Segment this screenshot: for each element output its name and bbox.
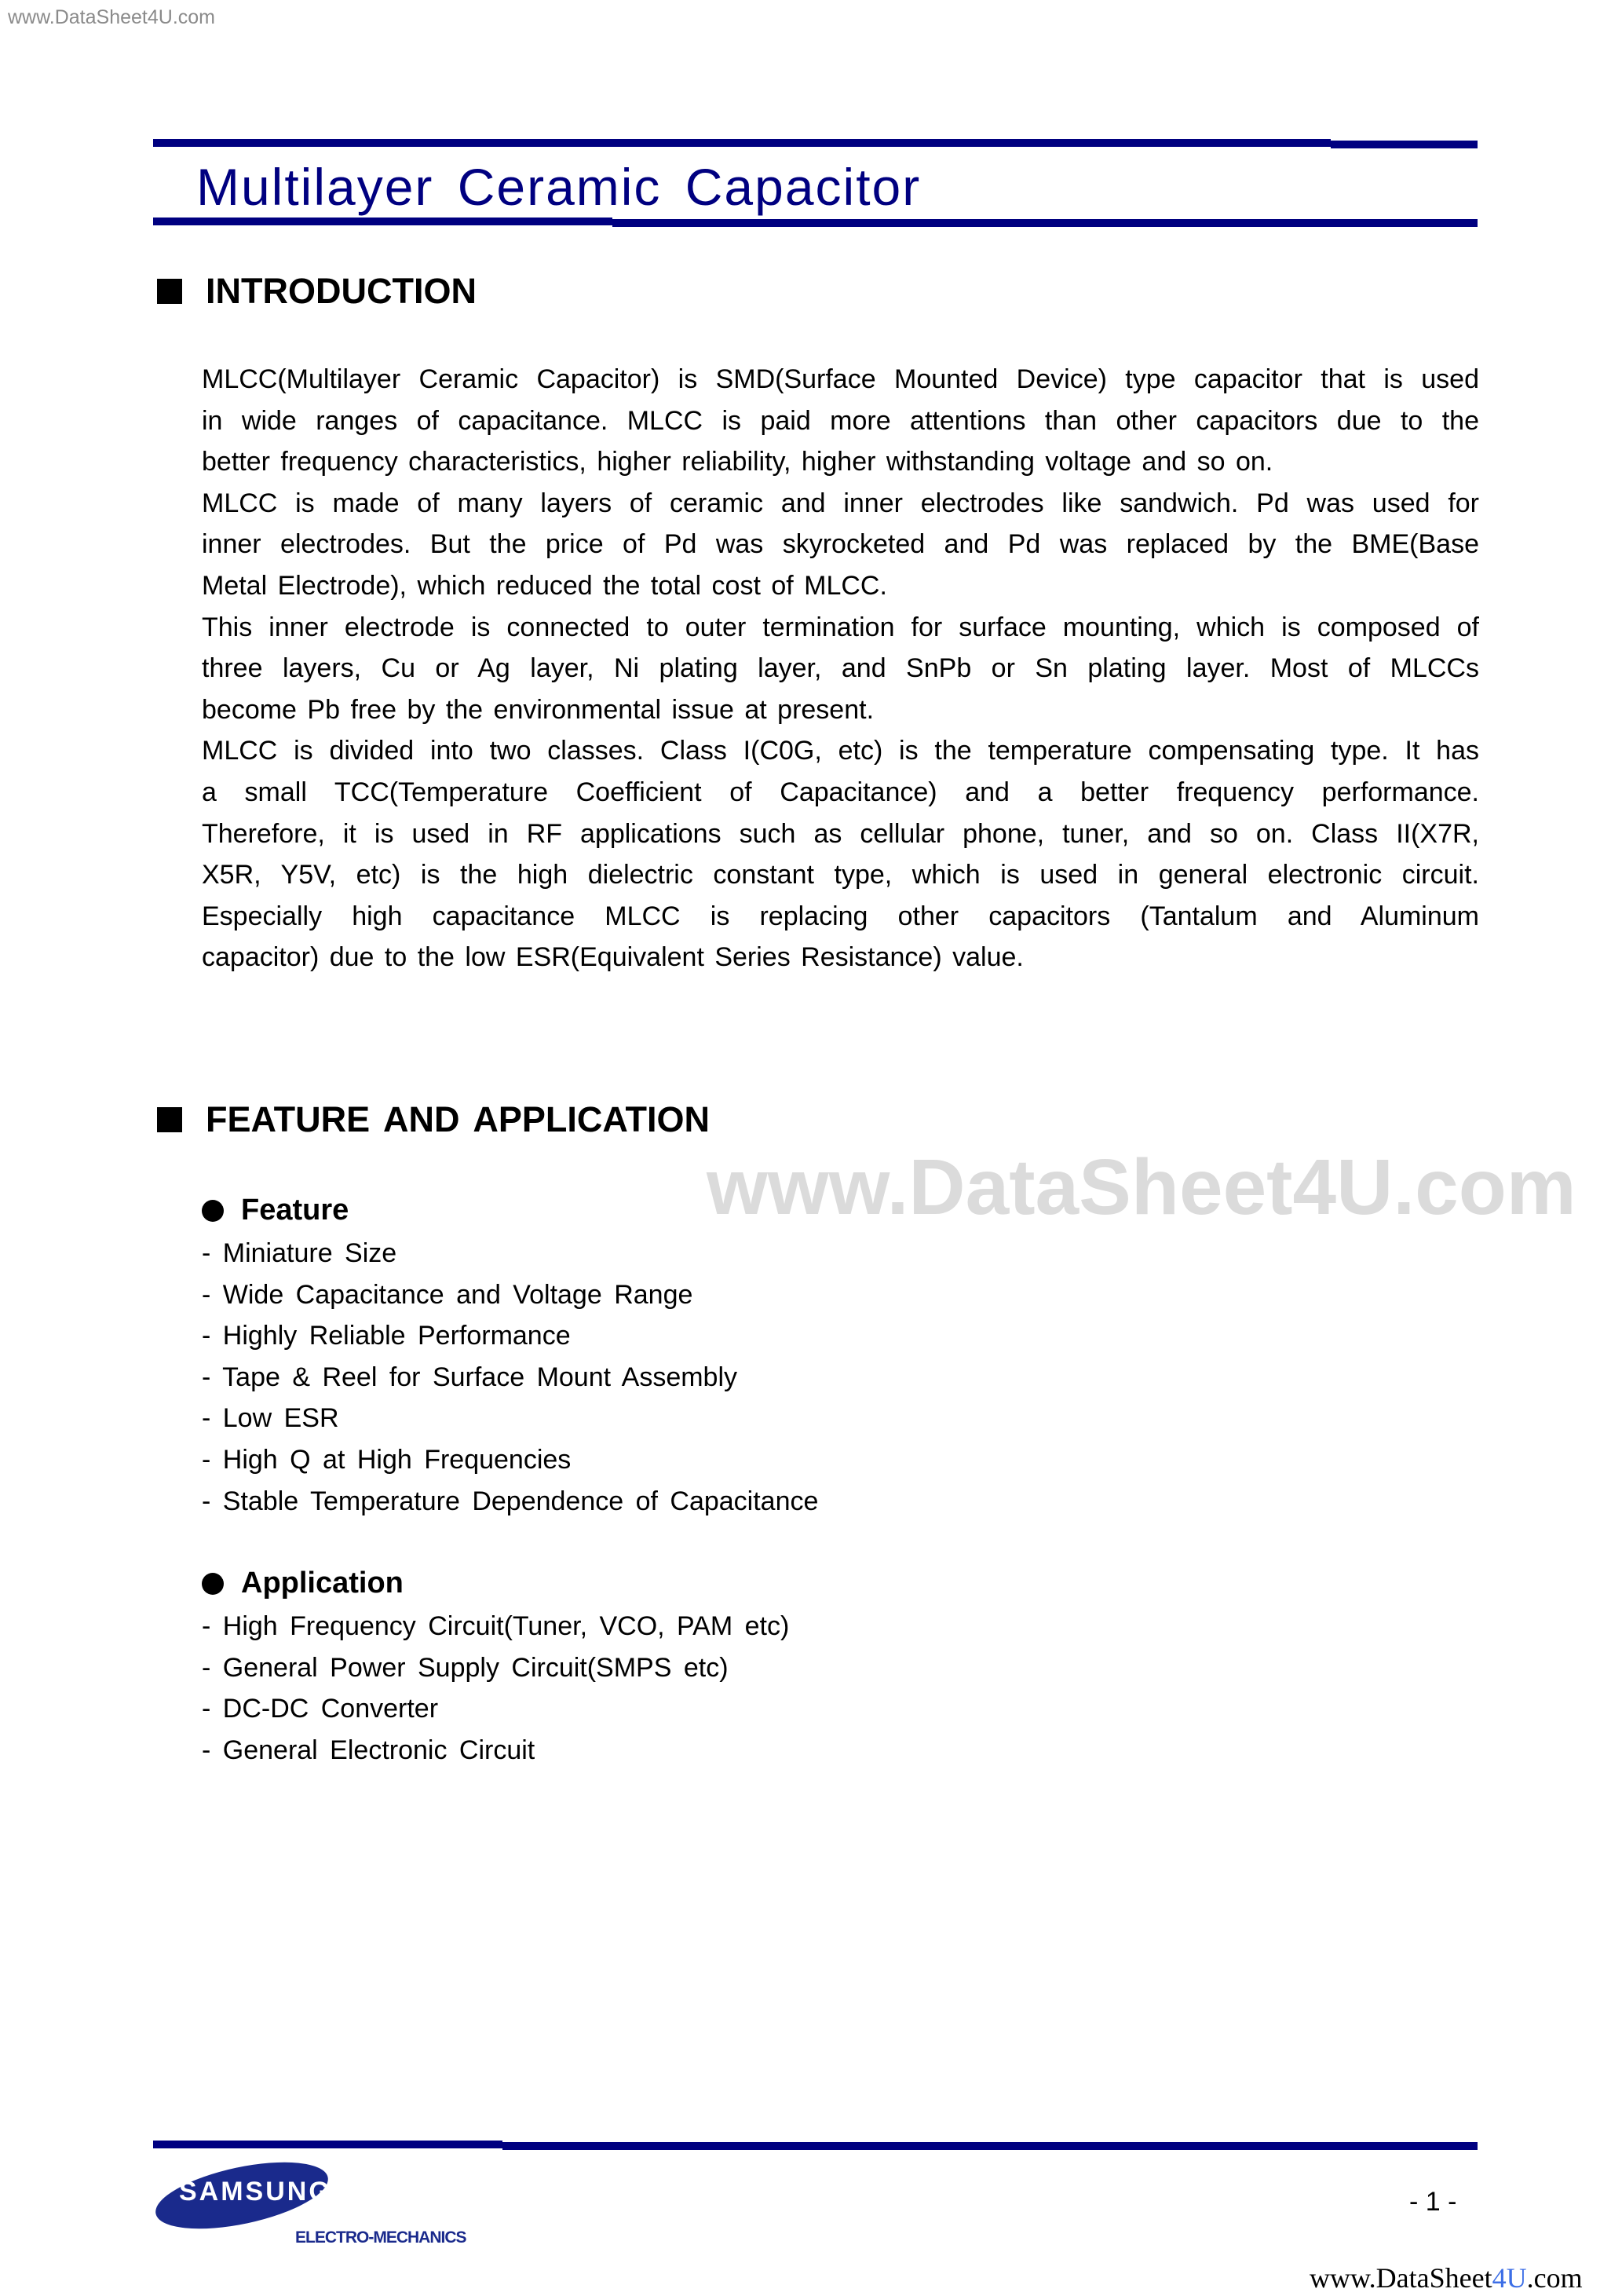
watermark-center: www.DataSheet4U.com xyxy=(707,1143,1576,1231)
circle-bullet-icon xyxy=(202,1573,224,1595)
title-top-rule-step xyxy=(1331,141,1478,148)
intro-body xyxy=(202,359,1479,978)
watermark-bottom[interactable] xyxy=(1310,2261,1583,2294)
paragraph-line: MLCC(Multilayer Ceramic Capacitor) is SMD(Surface Mounted Device) type capacitor that is used xyxy=(202,364,1479,394)
paragraph-line: become Pb free by the environmental issue at present. xyxy=(202,694,875,725)
square-bullet-icon xyxy=(157,1107,182,1132)
watermark-part: 4U xyxy=(1492,2262,1527,2294)
list-item: - High Frequency Circuit(Tuner, VCO, PAM etc) xyxy=(202,1611,790,1641)
logo-sub-text: ELECTRO-MECHANICS xyxy=(295,2228,466,2247)
footer-rule xyxy=(153,2141,502,2148)
footer-rule-step xyxy=(502,2142,1478,2150)
paragraph-line: in wide ranges of capacitance. MLCC is paid more attentions than other capacitors due to the xyxy=(202,405,1479,436)
feature-subheading xyxy=(202,1194,349,1227)
paragraph-line: inner electrodes. But the price of Pd was skyrocketed and Pd was replaced by the BME(Base xyxy=(202,529,1479,560)
watermark-part: .com xyxy=(1526,2262,1583,2294)
logo-brand-text: SAMSUNG xyxy=(179,2177,332,2206)
paragraph-line: better frequency characteristics, higher reliability, higher withstanding voltage and so on. xyxy=(202,447,1273,477)
paragraph-line: Therefore, it is used in RF applications such as cellular phone, tuner, and so on. Class II(X7R, xyxy=(202,818,1479,849)
watermark-top[interactable]: www.DataSheet4U.com xyxy=(8,6,216,28)
feature-list xyxy=(202,1233,818,1522)
list-item: - Wide Capacitance and Voltage Range xyxy=(202,1279,693,1310)
paragraph-line: capacitor) due to the low ESR(Equivalent Series Resistance) value. xyxy=(202,942,1024,973)
paragraph-line: Especially high capacitance MLCC is replacing other capacitors (Tantalum and Aluminum xyxy=(202,901,1479,931)
feature-heading-text: FEATURE AND APPLICATION xyxy=(206,1099,710,1139)
paragraph-line: three layers, Cu or Ag layer, Ni plating layer, and SnPb or Sn plating layer. Most of MLCCs xyxy=(202,653,1479,684)
paragraph-line: MLCC is made of many layers of ceramic and inner electrodes like sandwich. Pd was used for xyxy=(202,488,1479,518)
paragraph-line: a small TCC(Temperature Coefficient of Capacitance) and a better frequency performance. xyxy=(202,777,1479,807)
paragraph-line: X5R, Y5V, etc) is the high dielectric constant type, which is used in general electronic circuit. xyxy=(202,860,1479,890)
application-list xyxy=(202,1606,789,1771)
intro-heading-text: INTRODUCTION xyxy=(206,271,477,311)
feature-title: Feature xyxy=(241,1194,349,1227)
application-title: Application xyxy=(241,1567,404,1600)
circle-bullet-icon xyxy=(202,1200,224,1222)
title-top-rule xyxy=(153,139,1331,147)
list-item: - Miniature Size xyxy=(202,1238,397,1268)
list-item: - High Q at High Frequencies xyxy=(202,1444,572,1475)
title-bottom-rule-step xyxy=(612,219,1478,227)
watermark-part: www.DataSheet xyxy=(1310,2262,1492,2294)
list-item: - Tape & Reel for Surface Mount Assembly xyxy=(202,1362,738,1392)
feature-heading xyxy=(157,1099,710,1140)
list-item: - DC-DC Converter xyxy=(202,1694,439,1724)
list-item: - Low ESR xyxy=(202,1403,339,1434)
page-number: - 1 - xyxy=(1409,2187,1457,2217)
list-item: - General Electronic Circuit xyxy=(202,1735,535,1765)
paragraph-line: MLCC is divided into two classes. Class I(C0G, etc) is the temperature compensating type. It has xyxy=(202,736,1479,766)
list-item: - Stable Temperature Dependence of Capacitance xyxy=(202,1486,819,1516)
paragraph-line: This inner electrode is connected to outer termination for surface mounting, which is composed of xyxy=(202,612,1479,642)
title-bottom-rule xyxy=(153,218,612,225)
page-title: Multilayer Ceramic Capacitor xyxy=(196,158,922,216)
intro-heading xyxy=(157,271,477,312)
application-subheading xyxy=(202,1567,404,1600)
samsung-logo xyxy=(155,2161,469,2251)
list-item: - General Power Supply Circuit(SMPS etc) xyxy=(202,1652,729,1683)
list-item: - Highly Reliable Performance xyxy=(202,1321,571,1351)
square-bullet-icon xyxy=(157,279,182,304)
paragraph-line: Metal Electrode), which reduced the total cost of MLCC. xyxy=(202,570,887,601)
